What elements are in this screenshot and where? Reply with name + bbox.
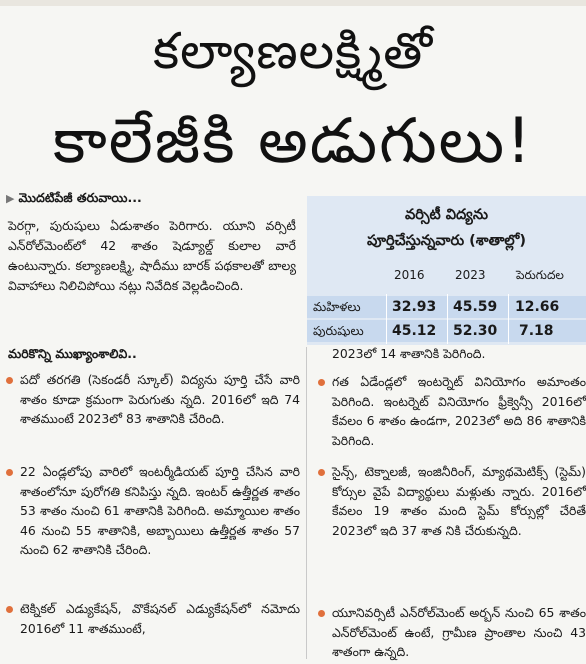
headline-line-2: కాలేజీకి అడుగులు! bbox=[53, 104, 533, 177]
col-header-2016: 2016 bbox=[394, 268, 425, 282]
table-col-divider bbox=[508, 294, 509, 344]
column-divider bbox=[306, 347, 307, 659]
bullet-dot-icon bbox=[6, 469, 13, 476]
table-title bbox=[307, 202, 586, 254]
cell-men-2023: 52.30 bbox=[453, 323, 498, 339]
col-header-growth: పెరుగుదల bbox=[516, 268, 564, 282]
row-label-men: పురుషులు bbox=[313, 323, 364, 338]
bullet-item bbox=[316, 462, 586, 540]
bullet-dot-icon bbox=[318, 469, 325, 476]
bullet-text: టెక్నికల్ ఎడ్యుకేషన్, వొకేషనల్ ఎడ్యుకేషన్‌లో నమోదు 2016లో 11 శాతముంటే, bbox=[20, 601, 300, 636]
bullet-text: యూనివర్సిటీ ఎన్‌రోల్‌మెంట్ అర్బన్ నుంచి 65 శాతం ఎన్‌రోల్‌మెంట్ ఉంటే, గ్రామీణ ప్రాంతాల నుంచి 43 శాతంగా ఉన్నది. bbox=[332, 605, 586, 659]
table-title-line-1: వర్సిటీ విద్యను bbox=[404, 207, 489, 223]
table-col-divider bbox=[447, 294, 448, 344]
bullet-item bbox=[316, 372, 586, 450]
continuation-kicker bbox=[6, 190, 142, 209]
bullet-item bbox=[4, 370, 300, 429]
cell-women-2023: 45.59 bbox=[453, 299, 498, 315]
cell-women-growth: 12.66 bbox=[515, 299, 560, 315]
col-header-2023: 2023 bbox=[455, 268, 486, 282]
bullet-item bbox=[316, 603, 586, 662]
bullet-dot-icon bbox=[318, 379, 325, 386]
highlights-subheading: మరికొన్ని ముఖ్యాంశాలివి.. bbox=[8, 346, 137, 361]
play-arrow-icon: ▶ bbox=[6, 192, 15, 205]
headline-line-1: కల్యాణలక్ష్మితో bbox=[153, 22, 433, 80]
bullet-item bbox=[4, 599, 300, 638]
top-strip bbox=[0, 0, 586, 6]
bullet-item bbox=[4, 462, 300, 560]
table-title-line-2: పూర్తిచేస్తున్నవారు (శాతాల్లో) bbox=[367, 233, 526, 249]
row-label-women: మహిళలు bbox=[313, 299, 361, 314]
bullet-dot-icon bbox=[318, 610, 325, 617]
bullet-dot-icon bbox=[6, 606, 13, 613]
cell-women-2016: 32.93 bbox=[392, 299, 437, 315]
cell-men-growth: 7.18 bbox=[519, 323, 554, 339]
cell-men-2016: 45.12 bbox=[392, 323, 437, 339]
table-col-divider bbox=[386, 294, 387, 344]
right-continuation: 2023లో 14 శాతానికి పెరిగింది. bbox=[332, 346, 486, 361]
bullet-dot-icon bbox=[6, 377, 13, 384]
bullet-text: 22 ఏండ్లలోపు వారిలో ఇంటర్మీడియట్ పూర్తి చేసిన వారి శాతంలోనూ పురోగతి కనిపిస్తు న్నది. ఇంటర్ ఉత్తీర్ణత శాతం 53 శాతం నుంచి 61 శాతానికి పెరిగింది. అమ్మాయిల శాతం 46 నుంచి 55 శాతానికి, అబ్బాయిలు ఉత్తీర్ణత శాతం 57 నుంచి 62 శాతానికి చేరింది. bbox=[20, 464, 300, 557]
bullet-text: పదో తరగతి (సెకండరీ స్కూల్) విద్యను పూర్తి చేసే వారి శాతం కూడా క్రమంగా పెరుగుతు న్నది. 2016లో ఇది 74 శాతముంటే 2023లో 83 శాతానికి చేరింది. bbox=[20, 372, 300, 426]
bullet-text: సైన్స్, టెక్నాలజీ, ఇంజినీరింగ్, మ్యాథమెటిక్స్ (స్టెమ్) కోర్సుల వైపే విద్యార్థులు మళ్లుతు న్నారు. 2016లో కేవలం 19 శాతం మంది స్టెమ్ కోర్సుల్లో చేరితే 2023లో ఇది 37 శాత నికి చేరుకున్నది. bbox=[332, 464, 586, 538]
intro-paragraph: పెరగ్గా, పురుషులు ఏడుశాతం పెరిగారు. యూని వర్సిటీ ఎన్‌రోల్‌మెంట్‌లో 42 శాతం షెడ్యూల్డ్ కులాల వారే ఉంటున్నారు. కల్యాణలక్ష్మి, షాదీము బారక్ పథకాలతో బాల్య వివాహాలు నిలిచిపోయి నట్లు నివేదిక వెల్లడించింది. bbox=[8, 218, 296, 293]
kicker-text: మొదటిపేజీ తరువాయి... bbox=[18, 190, 142, 205]
bullet-text: గత ఏడేండ్లలో ఇంటర్నెట్ వినియోగం అమాంతం పెరిగింది. ఇంటర్నెట్ వినియోగం ఫ్రీక్వెన్సీ 2016లో కేవలం 6 శాతం ఉండగా, 2023లో అది 86 శాతానికి పెరిగింది. bbox=[332, 374, 586, 448]
